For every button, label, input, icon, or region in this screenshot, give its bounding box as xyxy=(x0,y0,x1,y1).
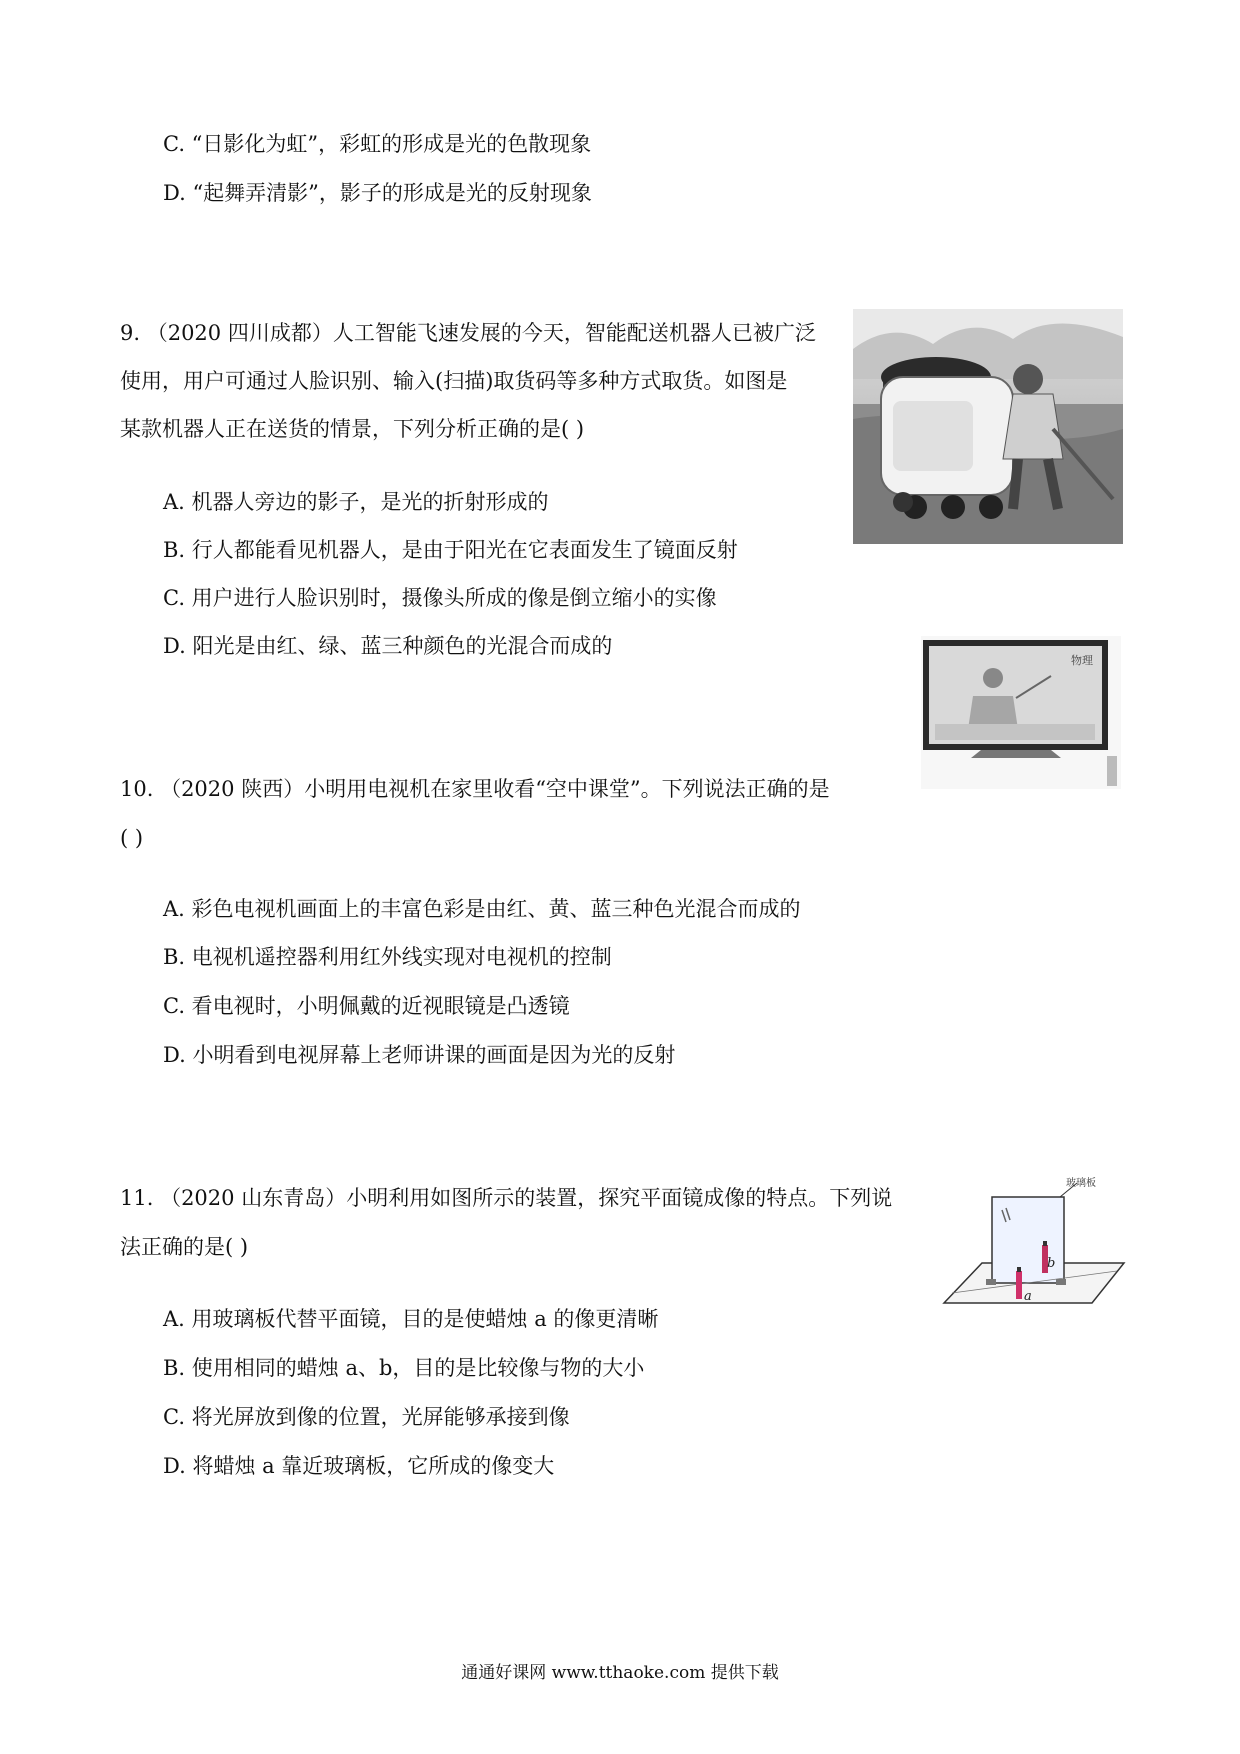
delivery-robot-photo xyxy=(853,309,1123,544)
option-b: B. 使用相同的蜡烛 a、b，目的是比较像与物的大小 xyxy=(163,1356,645,1380)
question-stem-line: 法正确的是( ) xyxy=(120,1235,249,1259)
robot-photo-illustration xyxy=(853,309,1123,544)
candle-b-label: b xyxy=(1047,1256,1056,1271)
mirror-apparatus-illustration xyxy=(942,1175,1127,1310)
option-a: A. 机器人旁边的影子，是光的折射形成的 xyxy=(163,490,549,514)
question-stem-line: 11. （2020 山东青岛）小明利用如图所示的装置，探究平面镜成像的特点。下列说 xyxy=(120,1186,893,1210)
tv-photo xyxy=(921,636,1121,789)
question-stem-line: 9. （2020 四川成都）人工智能飞速发展的今天，智能配送机器人已被广泛 xyxy=(120,321,816,345)
option-d: D. 将蜡烛 a 靠近玻璃板，它所成的像变大 xyxy=(163,1454,555,1478)
glass-plate-label: 玻璃板 xyxy=(1066,1178,1096,1189)
option-a: A. 彩色电视机画面上的丰富色彩是由红、黄、蓝三种色光混合而成的 xyxy=(163,897,801,921)
option-d: D. 阳光是由红、绿、蓝三种颜色的光混合而成的 xyxy=(163,634,613,658)
question-stem-line: ( ) xyxy=(120,826,144,850)
option-c: C. 用户进行人脸识别时，摄像头所成的像是倒立缩小的实像 xyxy=(163,586,717,610)
tv-screen-label: 物理 xyxy=(1071,654,1093,667)
tv-illustration xyxy=(921,636,1121,789)
option-d: D. 小明看到电视屏幕上老师讲课的画面是因为光的反射 xyxy=(163,1043,676,1067)
option-a: A. 用玻璃板代替平面镜，目的是使蜡烛 a 的像更清晰 xyxy=(163,1307,659,1331)
question-stem-line: 使用，用户可通过人脸识别、输入(扫描)取货码等多种方式取货。如图是 xyxy=(120,369,788,393)
option-d: D. “起舞弄清影”，影子的形成是光的反射现象 xyxy=(163,181,592,205)
plane-mirror-apparatus-figure xyxy=(942,1175,1127,1310)
option-b: B. 电视机遥控器利用红外线实现对电视机的控制 xyxy=(163,945,612,969)
option-c: C. “日影化为虹”，彩虹的形成是光的色散现象 xyxy=(163,132,592,156)
question-stem-line: 10. （2020 陕西）小明用电视机在家里收看“空中课堂”。下列说法正确的是 xyxy=(120,777,830,801)
option-c: C. 看电视时，小明佩戴的近视眼镜是凸透镜 xyxy=(163,994,570,1018)
option-b: B. 行人都能看见机器人，是由于阳光在它表面发生了镜面反射 xyxy=(163,538,738,562)
question-stem-line: 某款机器人正在送货的情景，下列分析正确的是( ) xyxy=(120,417,585,441)
option-c: C. 将光屏放到像的位置，光屏能够承接到像 xyxy=(163,1405,570,1429)
page-footer: 通通好课网 www.tthaoke.com 提供下载 xyxy=(461,1663,779,1683)
candle-a-label: a xyxy=(1024,1289,1032,1304)
